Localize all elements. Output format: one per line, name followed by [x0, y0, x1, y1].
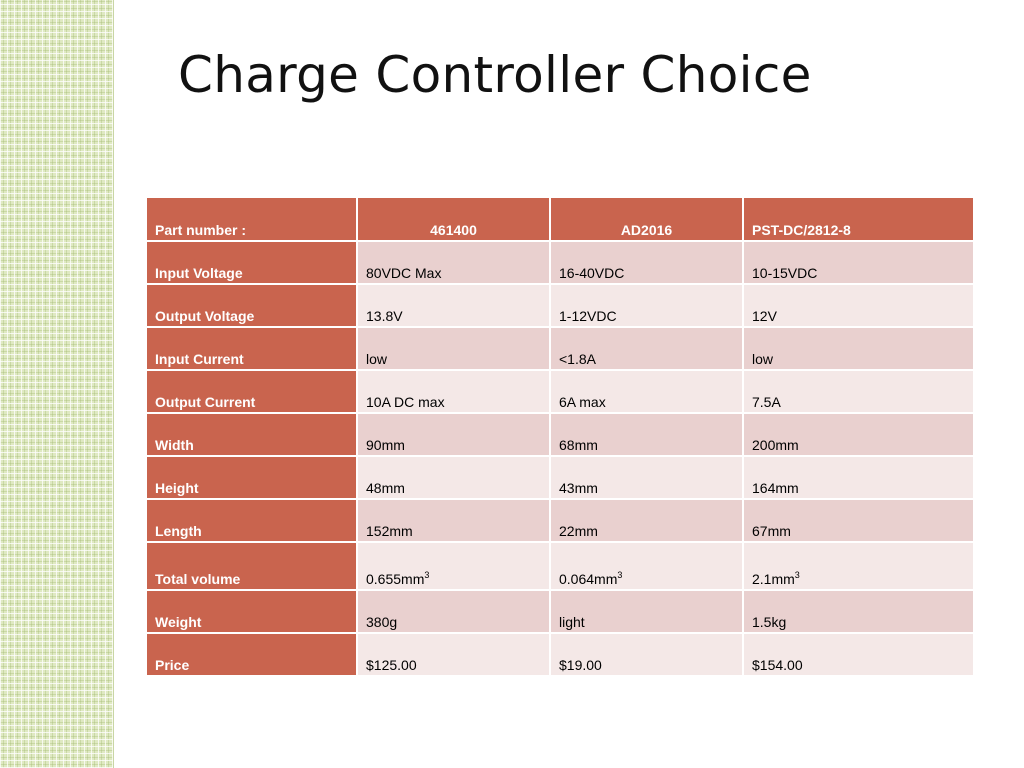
table-cell: 48mm	[357, 456, 550, 499]
superscript: 3	[424, 570, 430, 580]
table-cell: 6A max	[550, 370, 743, 413]
header-part-number: Part number :	[146, 197, 357, 241]
table-cell: <1.8A	[550, 327, 743, 370]
table-cell: light	[550, 590, 743, 633]
table-cell: 10-15VDC	[743, 241, 974, 284]
header-model-pst-dc: PST-DC/2812-8	[743, 197, 974, 241]
table-cell: 152mm	[357, 499, 550, 542]
row-label: Width	[146, 413, 357, 456]
table-cell: 164mm	[743, 456, 974, 499]
spec-comparison-table	[145, 196, 975, 677]
table-row	[146, 327, 974, 370]
table-cell	[743, 542, 974, 590]
row-label: Output Voltage	[146, 284, 357, 327]
table-cell: 80VDC Max	[357, 241, 550, 284]
header-model-461400: 461400	[357, 197, 550, 241]
table-cell: 10A DC max	[357, 370, 550, 413]
table-row	[146, 456, 974, 499]
table-cell	[550, 542, 743, 590]
row-label: Length	[146, 499, 357, 542]
table-cell: 43mm	[550, 456, 743, 499]
row-label: Input Current	[146, 327, 357, 370]
cell-value: 0.655mm	[366, 571, 425, 587]
table-cell: $125.00	[357, 633, 550, 676]
row-label: Weight	[146, 590, 357, 633]
table-cell: 68mm	[550, 413, 743, 456]
table-row	[146, 370, 974, 413]
row-label: Output Current	[146, 370, 357, 413]
slide-title: Charge Controller Choice	[178, 46, 812, 104]
decorative-side-pattern	[0, 0, 114, 768]
table-cell	[357, 542, 550, 590]
table-header-row	[146, 197, 974, 241]
table-cell: $154.00	[743, 633, 974, 676]
table-row	[146, 241, 974, 284]
superscript: 3	[794, 570, 800, 580]
row-label: Price	[146, 633, 357, 676]
table-row	[146, 542, 974, 590]
table-cell: 200mm	[743, 413, 974, 456]
table-cell: $19.00	[550, 633, 743, 676]
table-cell: low	[357, 327, 550, 370]
table-cell: 12V	[743, 284, 974, 327]
table-cell: 90mm	[357, 413, 550, 456]
cell-value: 0.064mm	[559, 571, 618, 587]
table-row	[146, 413, 974, 456]
row-label: Height	[146, 456, 357, 499]
table-row	[146, 499, 974, 542]
header-model-ad2016: AD2016	[550, 197, 743, 241]
table-cell: 1.5kg	[743, 590, 974, 633]
table-row	[146, 633, 974, 676]
row-label: Total volume	[146, 542, 357, 590]
table-cell: 13.8V	[357, 284, 550, 327]
table-cell: 67mm	[743, 499, 974, 542]
table-cell: 380g	[357, 590, 550, 633]
table-row	[146, 590, 974, 633]
row-label: Input Voltage	[146, 241, 357, 284]
table-cell: low	[743, 327, 974, 370]
cell-value: 2.1mm	[752, 571, 795, 587]
table-row	[146, 284, 974, 327]
superscript: 3	[617, 570, 623, 580]
table-cell: 7.5A	[743, 370, 974, 413]
table-cell: 1-12VDC	[550, 284, 743, 327]
table-cell: 16-40VDC	[550, 241, 743, 284]
table-cell: 22mm	[550, 499, 743, 542]
